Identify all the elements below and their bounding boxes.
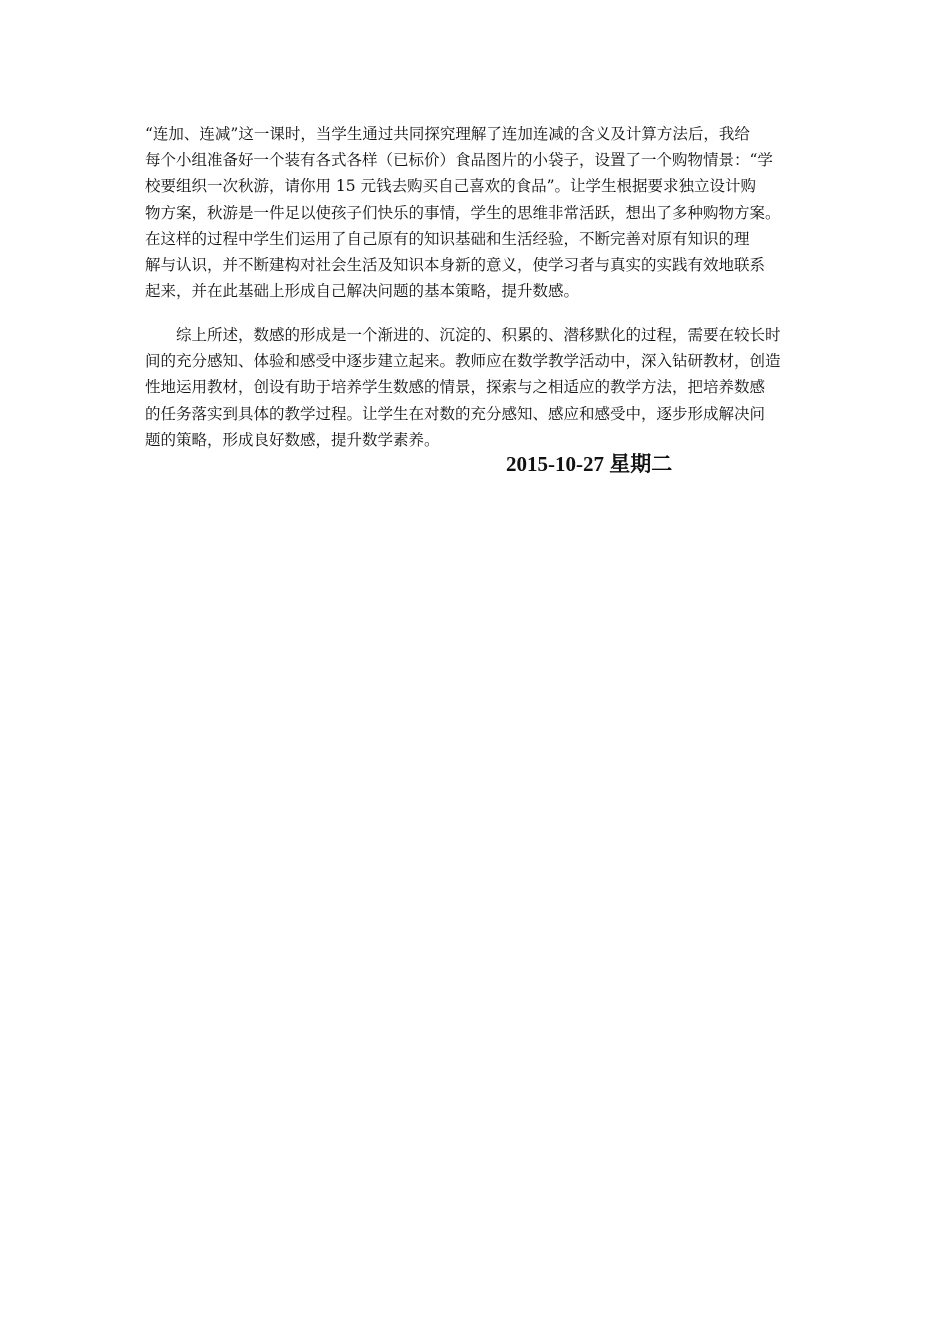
- paragraph-line: 起来，并在此基础上形成自己解决问题的基本策略，提升数感。: [145, 282, 580, 301]
- paragraph-line: “连加、连减”这一课时，当学生通过共同探究理解了连加连减的含义及计算方法后，我给: [145, 125, 750, 143]
- paragraph-line: 在这样的过程中学生们运用了自己原有的知识基础和生活经验，不断完善对原有知识的理: [145, 229, 750, 248]
- document-date: 2015-10-27 星期二: [506, 452, 673, 476]
- paragraph-line: 题的策略，形成良好数感，提升数学素养。: [145, 430, 440, 449]
- paragraph-line: 的任务落实到具体的教学过程。让学生在对数的充分感知、感应和感受中，逐步形成解决问: [145, 404, 766, 423]
- paragraph-line: 校要组织一次秋游，请你用 15 元钱去购买自己喜欢的食品”。让学生根据要求独立设计购: [145, 177, 757, 196]
- paragraph-conclusion: [145, 322, 807, 453]
- paragraph-line: 综上所述，数感的形成是一个渐进的、沉淀的、积累的、潜移默化的过程，需要在较长时: [176, 326, 781, 344]
- paragraph-line: 间的充分感知、体验和感受中逐步建立起来。教师应在数学教学活动中，深入钻研教材，创造: [145, 352, 781, 371]
- paragraph-line: 物方案，秋游是一件足以使孩子们快乐的事情，学生的思维非常活跃，想出了多种购物方案。: [145, 203, 781, 222]
- paragraph-shopping-example: [145, 121, 807, 304]
- paragraph-line: 每个小组准备好一个装有各式各样（已标价）食品图片的小袋子，设置了一个购物情景：“学: [145, 151, 773, 170]
- paragraph-line: 性地运用教材，创设有助于培养学生数感的情景，探索与之相适应的教学方法，把培养数感: [145, 378, 766, 397]
- paragraph-line: 解与认识，并不断建构对社会生活及知识本身新的意义，使学习者与真实的实践有效地联系: [145, 256, 766, 275]
